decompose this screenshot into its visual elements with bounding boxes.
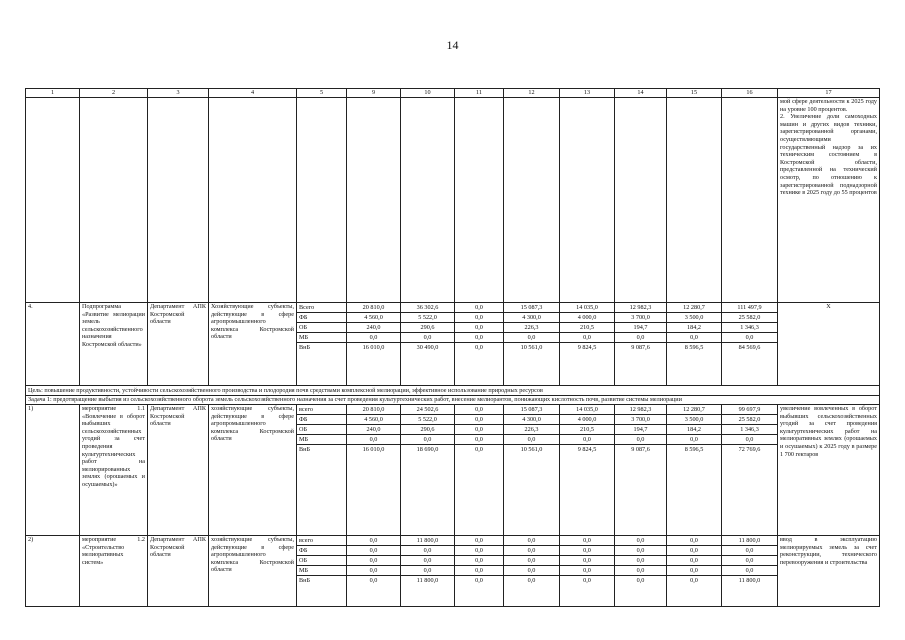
funding-value: 11 800,0 xyxy=(722,536,778,546)
funding-value: 3 500,0 xyxy=(667,415,722,425)
funding-value: 0,0 xyxy=(615,536,667,546)
funding-value: 0,0 xyxy=(455,435,504,445)
funding-value: 0,0 xyxy=(722,435,778,445)
expected-result: X xyxy=(778,303,880,386)
funding-value: 0,0 xyxy=(347,576,401,607)
funding-value: 290,6 xyxy=(401,323,455,333)
funding-value: 24 502,6 xyxy=(401,405,455,415)
funding-value: 0,0 xyxy=(560,333,615,343)
executor: Департамент АПК Костромской области xyxy=(148,536,209,607)
column-header: 15 xyxy=(667,89,722,98)
funding-value: 0,0 xyxy=(504,556,560,566)
funding-source: всего xyxy=(297,405,347,415)
funding-value: 290,6 xyxy=(401,425,455,435)
funding-source: ФБ xyxy=(297,546,347,556)
funding-value: 15 087,3 xyxy=(504,303,560,313)
funding-value: 0,0 xyxy=(504,435,560,445)
funding-value: 0,0 xyxy=(455,566,504,576)
funding-source: МБ xyxy=(297,333,347,343)
funding-value: 184,2 xyxy=(667,425,722,435)
funding-value: 4 000,0 xyxy=(560,313,615,323)
funding-value: 3 700,0 xyxy=(615,415,667,425)
funding-value: 9 824,5 xyxy=(560,343,615,386)
goal-row xyxy=(26,386,880,396)
funding-value: 16 010,0 xyxy=(347,445,401,536)
executor: Департамент АПК Костромской области xyxy=(148,303,209,386)
funding-value: 0,0 xyxy=(455,425,504,435)
funding-row xyxy=(26,303,880,313)
funding-value: 0,0 xyxy=(667,333,722,343)
funding-value: 0,0 xyxy=(347,556,401,566)
funding-value: 14 035,0 xyxy=(560,303,615,313)
column-header: 17 xyxy=(778,89,880,98)
funding-value: 0,0 xyxy=(455,536,504,546)
funding-value: 0,0 xyxy=(347,435,401,445)
page-number: 14 xyxy=(446,38,459,52)
funding-value: 0,0 xyxy=(560,566,615,576)
task-text: Задача 1: предотвращение выбытия из сельскохозяйственного оборота земель сельскохозяйственного назначения за счет проведения культуртехнических работ, внесение мелиорантов, понижающих кислотность почв, развитие системы мелиорации xyxy=(26,396,880,405)
funding-value: 12 982,3 xyxy=(615,303,667,313)
funding-row xyxy=(26,405,880,415)
funding-value: 0,0 xyxy=(667,566,722,576)
funding-value: 0,0 xyxy=(504,536,560,546)
funding-value: 210,5 xyxy=(560,425,615,435)
funding-value: 0,0 xyxy=(455,303,504,313)
column-header: 2 xyxy=(80,89,148,98)
funding-value: 0,0 xyxy=(347,566,401,576)
funding-value: 1 346,3 xyxy=(722,323,778,333)
column-header: 1 xyxy=(26,89,80,98)
column-header: 14 xyxy=(615,89,667,98)
funding-value: 210,5 xyxy=(560,323,615,333)
funding-source: всего xyxy=(297,536,347,546)
funding-value: 0,0 xyxy=(615,566,667,576)
funding-value: 0,0 xyxy=(667,435,722,445)
funding-value: 15 087,3 xyxy=(504,405,560,415)
funding-value: 0,0 xyxy=(401,556,455,566)
funding-value: 9 087,6 xyxy=(615,343,667,386)
funding-source: ФБ xyxy=(297,313,347,323)
funding-value: 0,0 xyxy=(455,313,504,323)
funding-source: ОБ xyxy=(297,323,347,333)
funding-value: 4 560,0 xyxy=(347,415,401,425)
continuation-text: мой сфере деятельности к 2025 году на уровне 100 процентов. 2. Увеличение доли самоходных машин и других видов техники, зарегистрированной органами, осуществляющими государственный надзор за их техническим состоянием в Костромской области, представленной на технический осмотр, по отношению к зарегистрированной поднадзорной технике в 2025 году до 55 процентов xyxy=(778,98,880,303)
funding-value: 25 582,0 xyxy=(722,313,778,323)
funding-value: 0,0 xyxy=(504,576,560,607)
funding-value: 10 561,0 xyxy=(504,445,560,536)
funding-value: 72 769,6 xyxy=(722,445,778,536)
funding-source: МБ xyxy=(297,435,347,445)
funding-value: 20 810,0 xyxy=(347,303,401,313)
continuation-row xyxy=(26,98,880,303)
participants: Хозяйствующие субъекты, действующие в сфере агропромышленного комплекса Костромской области xyxy=(209,303,297,386)
funding-value: 12 982,3 xyxy=(615,405,667,415)
funding-value: 0,0 xyxy=(455,415,504,425)
funding-value: 0,0 xyxy=(401,435,455,445)
funding-value: 226,3 xyxy=(504,323,560,333)
funding-value: 11 800,0 xyxy=(722,576,778,607)
funding-value: 226,3 xyxy=(504,425,560,435)
executor: Департамент АПК Костромской области xyxy=(148,405,209,536)
participants: хозяйствующие субъекты, действующие в сфере агропромышленного комплекса Костромской области xyxy=(209,405,297,536)
funding-value: 0,0 xyxy=(722,556,778,566)
column-header: 5 xyxy=(297,89,347,98)
funding-value: 9 824,5 xyxy=(560,445,615,536)
funding-source: ОБ xyxy=(297,556,347,566)
funding-source: ВнБ xyxy=(297,576,347,607)
funding-value: 0,0 xyxy=(455,323,504,333)
funding-value: 194,7 xyxy=(615,323,667,333)
program-name: мероприятие 1.1 «Вовлечение в оборот выбывших сельскохозяйственных угодий за счет проведения культуртехнических работ на мелиорированных землях (орошаемых и осушаемых)» xyxy=(80,405,148,536)
funding-value: 12 280,7 xyxy=(667,405,722,415)
funding-value: 194,7 xyxy=(615,425,667,435)
funding-source: Всего xyxy=(297,303,347,313)
funding-value: 20 810,0 xyxy=(347,405,401,415)
funding-value: 0,0 xyxy=(667,576,722,607)
funding-value: 0,0 xyxy=(667,536,722,546)
funding-value: 36 302,6 xyxy=(401,303,455,313)
funding-value: 18 690,0 xyxy=(401,445,455,536)
funding-value: 4 560,0 xyxy=(347,313,401,323)
funding-value: 5 522,0 xyxy=(401,313,455,323)
funding-value: 0,0 xyxy=(347,546,401,556)
program-name: мероприятие 1.2 «Строительство мелиоративных систем» xyxy=(80,536,148,607)
funding-value: 8 596,5 xyxy=(667,445,722,536)
funding-source: ВнБ xyxy=(297,343,347,386)
funding-value: 0,0 xyxy=(560,546,615,556)
funding-value: 84 569,6 xyxy=(722,343,778,386)
funding-source: ВнБ xyxy=(297,445,347,536)
funding-source: ФБ xyxy=(297,415,347,425)
funding-value: 0,0 xyxy=(722,333,778,343)
funding-value: 0,0 xyxy=(401,546,455,556)
row-number: 1) xyxy=(26,405,80,536)
funding-value: 12 280,7 xyxy=(667,303,722,313)
funding-value: 0,0 xyxy=(560,536,615,546)
funding-value: 0,0 xyxy=(667,546,722,556)
funding-value: 0,0 xyxy=(615,576,667,607)
expected-result: увеличение вовлеченных в оборот выбывших сельскохозяйственных угодий за счет проведения культуртехнических работ на мелиоративных землях (орошаемых и осушаемых) к 2025 году в размере 1 700 гектаров xyxy=(778,405,880,536)
funding-value: 0,0 xyxy=(560,556,615,566)
funding-value: 11 800,0 xyxy=(401,536,455,546)
funding-value: 0,0 xyxy=(455,445,504,536)
funding-value: 0,0 xyxy=(401,566,455,576)
funding-value: 0,0 xyxy=(504,546,560,556)
funding-value: 14 035,0 xyxy=(560,405,615,415)
funding-value: 25 582,0 xyxy=(722,415,778,425)
funding-value: 0,0 xyxy=(615,556,667,566)
funding-value: 1 346,3 xyxy=(722,425,778,435)
column-header: 16 xyxy=(722,89,778,98)
funding-value: 0,0 xyxy=(615,333,667,343)
column-header: 3 xyxy=(148,89,209,98)
funding-value: 4 300,0 xyxy=(504,313,560,323)
funding-value: 0,0 xyxy=(560,435,615,445)
row-number: 4. xyxy=(26,303,80,386)
funding-value: 111 497,9 xyxy=(722,303,778,313)
expected-result: ввод в эксплуатацию мелиорируемых земель за счет реконструкции, технического перевооружения и строительства xyxy=(778,536,880,607)
funding-row xyxy=(26,536,880,546)
funding-value: 240,0 xyxy=(347,323,401,333)
funding-value: 0,0 xyxy=(667,556,722,566)
funding-value: 0,0 xyxy=(455,343,504,386)
funding-value: 0,0 xyxy=(722,546,778,556)
funding-value: 0,0 xyxy=(722,566,778,576)
column-header: 4 xyxy=(209,89,297,98)
funding-value: 11 800,0 xyxy=(401,576,455,607)
funding-value: 0,0 xyxy=(615,435,667,445)
funding-source: МБ xyxy=(297,566,347,576)
funding-value: 0,0 xyxy=(455,576,504,607)
funding-value: 0,0 xyxy=(347,536,401,546)
funding-value: 0,0 xyxy=(615,546,667,556)
funding-value: 0,0 xyxy=(401,333,455,343)
column-header: 9 xyxy=(347,89,401,98)
funding-value: 184,2 xyxy=(667,323,722,333)
program-table xyxy=(25,88,880,607)
funding-value: 0,0 xyxy=(504,566,560,576)
goal-text: Цель: повышение продуктивности, устойчивости сельскохозяйственного производства и плодородия почв средствами комплексной мелиорации, эффективное использование природных ресурсов xyxy=(26,386,880,396)
header-row xyxy=(26,89,880,98)
funding-value: 0,0 xyxy=(504,333,560,343)
funding-value: 0,0 xyxy=(455,556,504,566)
funding-value: 0,0 xyxy=(455,405,504,415)
funding-value: 0,0 xyxy=(347,333,401,343)
column-header: 10 xyxy=(401,89,455,98)
funding-value: 8 596,5 xyxy=(667,343,722,386)
funding-value: 3 700,0 xyxy=(615,313,667,323)
funding-value: 3 500,0 xyxy=(667,313,722,323)
funding-value: 5 522,0 xyxy=(401,415,455,425)
column-header: 12 xyxy=(504,89,560,98)
funding-value: 9 087,6 xyxy=(615,445,667,536)
program-name: Подпрограмма «Развитие мелиорации земель сельскохозяйственного назначения Костромской области» xyxy=(80,303,148,386)
task-row xyxy=(26,396,880,405)
funding-value: 16 010,0 xyxy=(347,343,401,386)
funding-value: 4 000,0 xyxy=(560,415,615,425)
column-header: 11 xyxy=(455,89,504,98)
funding-value: 0,0 xyxy=(560,576,615,607)
row-number: 2) xyxy=(26,536,80,607)
funding-value: 0,0 xyxy=(455,546,504,556)
funding-value: 240,0 xyxy=(347,425,401,435)
funding-value: 10 561,0 xyxy=(504,343,560,386)
funding-value: 0,0 xyxy=(455,333,504,343)
funding-value: 4 300,0 xyxy=(504,415,560,425)
participants: хозяйствующие субъекты, действующие в сфере агропромышленного комплекса Костромской области xyxy=(209,536,297,607)
funding-value: 99 697,9 xyxy=(722,405,778,415)
funding-source: ОБ xyxy=(297,425,347,435)
funding-value: 30 490,0 xyxy=(401,343,455,386)
column-header: 13 xyxy=(560,89,615,98)
